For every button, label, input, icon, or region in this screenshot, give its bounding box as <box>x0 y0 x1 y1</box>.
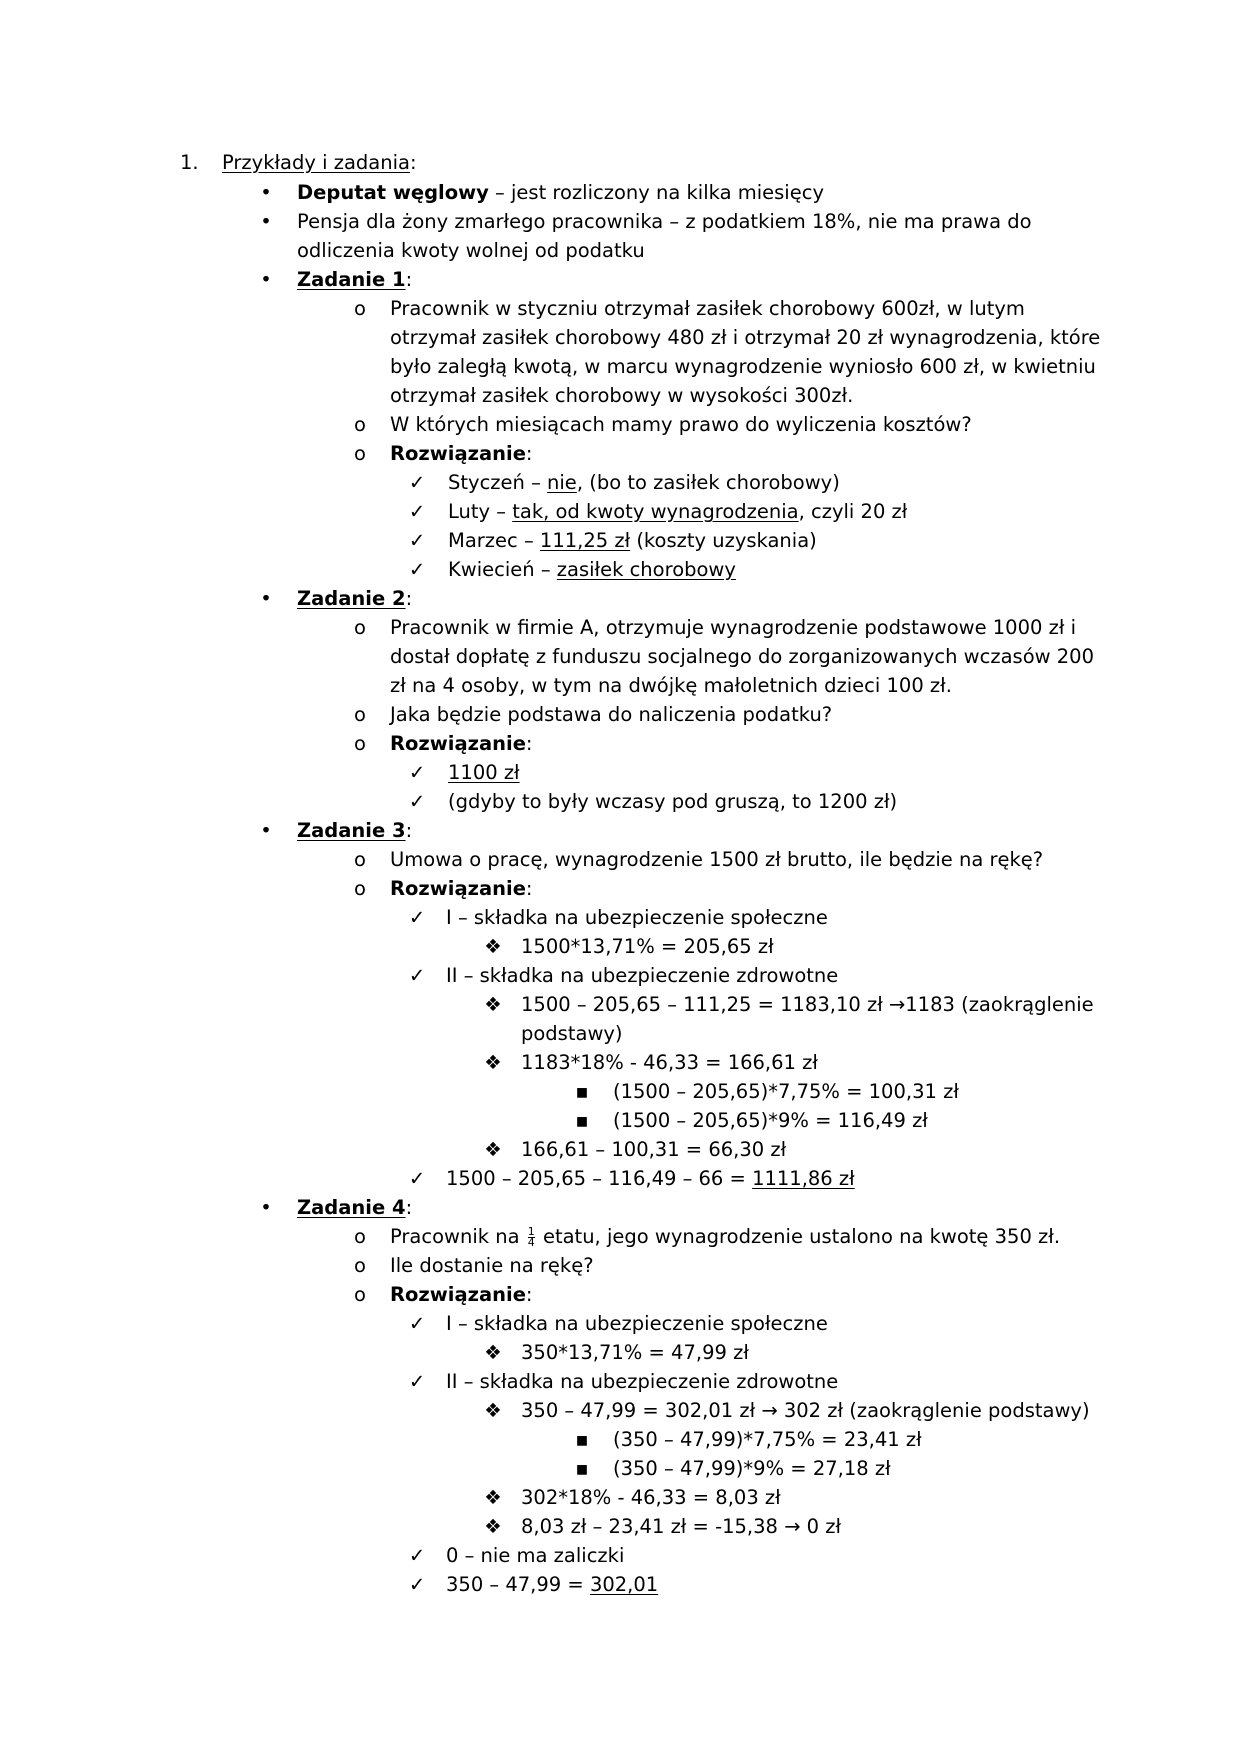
circle-bullet-icon: o <box>354 413 366 436</box>
calc-result: 350 – 47,99 = 302,01 <box>446 1573 659 1596</box>
calc-step: 302*18% - 46,33 = 8,03 zł <box>521 1486 781 1509</box>
calc-step: I – składka na ubezpieczenie społeczne <box>446 906 828 929</box>
calc-step: 0 – nie ma zaliczki <box>446 1544 625 1567</box>
calc-step: 350 – 47,99 = 302,01 zł → 302 zł (zaokrąglenie podstawy) <box>521 1399 1090 1422</box>
task-question: Ile dostanie na rękę? <box>390 1254 594 1277</box>
intro-item: Deputat węglowy – jest rozliczony na kilka miesięcy <box>297 181 824 204</box>
diamond-bullet-icon: ❖ <box>484 1138 502 1161</box>
task-heading: Zadanie 2: <box>297 587 413 610</box>
circle-bullet-icon: o <box>354 1225 366 1248</box>
checkmark-icon: ✓ <box>408 471 426 494</box>
solution-label: Rozwiązanie: <box>390 1283 533 1306</box>
answer-item: Kwiecień – zasiłek chorobowy <box>448 558 736 581</box>
bullet-icon: • <box>260 587 272 610</box>
calc-step: (1500 – 205,65)*9% = 116,49 zł <box>613 1109 928 1132</box>
checkmark-icon: ✓ <box>408 906 426 929</box>
square-bullet-icon: ▪ <box>575 1109 589 1132</box>
task-text: było zaległą kwotą, w marcu wynagrodzenie wyniosło 600 zł, w kwietniu <box>390 355 1096 378</box>
task-question: Jaka będzie podstawa do naliczenia podatku? <box>390 703 833 726</box>
task-text: dostał dopłatę z funduszu socjalnego do zorganizowanych wczasów 200 <box>390 645 1094 668</box>
answer-item: Styczeń – nie, (bo to zasiłek chorobowy) <box>448 471 840 494</box>
checkmark-icon: ✓ <box>408 1573 426 1596</box>
fraction: $\frac{1}{4}$ <box>527 1225 535 1249</box>
diamond-bullet-icon: ❖ <box>484 1486 502 1509</box>
checkmark-icon: ✓ <box>408 529 426 552</box>
calc-step: II – składka na ubezpieczenie zdrowotne <box>446 1370 839 1393</box>
checkmark-icon: ✓ <box>408 558 426 581</box>
bullet-icon: • <box>260 819 272 842</box>
calc-result: 1500 – 205,65 – 116,49 – 66 = 1111,86 zł <box>446 1167 855 1190</box>
square-bullet-icon: ▪ <box>575 1457 589 1480</box>
calc-step: 1500*13,71% = 205,65 zł <box>521 935 774 958</box>
circle-bullet-icon: o <box>354 1254 366 1277</box>
checkmark-icon: ✓ <box>408 1167 426 1190</box>
section-title: Przykłady i zadania: <box>222 151 417 174</box>
calc-step: II – składka na ubezpieczenie zdrowotne <box>446 964 839 987</box>
bullet-icon: • <box>260 268 272 291</box>
circle-bullet-icon: o <box>354 1283 366 1306</box>
calc-step: 350*13,71% = 47,99 zł <box>521 1341 749 1364</box>
answer-item: (gdyby to były wczasy pod gruszą, to 1200 zł) <box>448 790 898 813</box>
checkmark-icon: ✓ <box>408 790 426 813</box>
solution-label: Rozwiązanie: <box>390 732 533 755</box>
circle-bullet-icon: o <box>354 848 366 871</box>
calc-step-cont: podstawy) <box>521 1022 623 1045</box>
calc-step: (350 – 47,99)*7,75% = 23,41 zł <box>613 1428 922 1451</box>
checkmark-icon: ✓ <box>408 964 426 987</box>
task-text: Pracownik w firmie A, otrzymuje wynagrodzenie podstawowe 1000 zł i <box>390 616 1076 639</box>
intro-item: Pensja dla żony zmarłego pracownika – z podatkiem 18%, nie ma prawa do <box>297 210 1032 233</box>
checkmark-icon: ✓ <box>408 500 426 523</box>
task-heading: Zadanie 1: <box>297 268 413 291</box>
section-title-text: Przykłady i zadania <box>222 151 410 174</box>
task-text: zł na 4 osoby, w tym na dwójkę małoletnich dzieci 100 zł. <box>390 674 952 697</box>
task-question: Umowa o pracę, wynagrodzenie 1500 zł brutto, ile będzie na rękę? <box>390 848 1044 871</box>
task-text: otrzymał zasiłek chorobowy w wysokości 300zł. <box>390 384 854 407</box>
checkmark-icon: ✓ <box>408 1312 426 1335</box>
circle-bullet-icon: o <box>354 732 366 755</box>
section-number: 1. <box>180 151 199 174</box>
task-text: Pracownik w styczniu otrzymał zasiłek chorobowy 600zł, w lutym <box>390 297 1025 320</box>
answer-item: Luty – tak, od kwoty wynagrodzenia, czyli 20 zł <box>448 500 908 523</box>
task-heading: Zadanie 3: <box>297 819 413 842</box>
square-bullet-icon: ▪ <box>575 1080 589 1103</box>
calc-step: (1500 – 205,65)*7,75% = 100,31 zł <box>613 1080 959 1103</box>
diamond-bullet-icon: ❖ <box>484 993 502 1016</box>
checkmark-icon: ✓ <box>408 761 426 784</box>
bullet-icon: • <box>260 210 272 233</box>
bullet-icon: • <box>260 181 272 204</box>
task-question: W których miesiącach mamy prawo do wyliczenia kosztów? <box>390 413 972 436</box>
calc-step: 8,03 zł – 23,41 zł = -15,38 → 0 zł <box>521 1515 842 1538</box>
circle-bullet-icon: o <box>354 703 366 726</box>
solution-label: Rozwiązanie: <box>390 877 533 900</box>
calc-step: 1183*18% - 46,33 = 166,61 zł <box>521 1051 818 1074</box>
circle-bullet-icon: o <box>354 877 366 900</box>
checkmark-icon: ✓ <box>408 1370 426 1393</box>
diamond-bullet-icon: ❖ <box>484 935 502 958</box>
diamond-bullet-icon: ❖ <box>484 1515 502 1538</box>
diamond-bullet-icon: ❖ <box>484 1051 502 1074</box>
circle-bullet-icon: o <box>354 616 366 639</box>
calc-step: (350 – 47,99)*9% = 27,18 zł <box>613 1457 891 1480</box>
intro-item-cont: odliczenia kwoty wolnej od podatku <box>297 239 645 262</box>
answer-item: 1100 zł <box>448 761 520 784</box>
diamond-bullet-icon: ❖ <box>484 1399 502 1422</box>
circle-bullet-icon: o <box>354 442 366 465</box>
answer-item: Marzec – 111,25 zł (koszty uzyskania) <box>448 529 817 552</box>
diamond-bullet-icon: ❖ <box>484 1341 502 1364</box>
solution-label: Rozwiązanie: <box>390 442 533 465</box>
task-heading: Zadanie 4: <box>297 1196 413 1219</box>
bullet-icon: • <box>260 1196 272 1219</box>
task-text: otrzymał zasiłek chorobowy 480 zł i otrzymał 20 zł wynagrodzenia, które <box>390 326 1101 349</box>
calc-step: 1500 – 205,65 – 111,25 = 1183,10 zł →1183 (zaokrąglenie <box>521 993 1094 1016</box>
calc-step: 166,61 – 100,31 = 66,30 zł <box>521 1138 787 1161</box>
task-text: Pracownik na $\frac{1}{4}$ etatu, jego wynagrodzenie ustalono na kwotę 350 zł. <box>390 1225 1061 1249</box>
checkmark-icon: ✓ <box>408 1544 426 1567</box>
circle-bullet-icon: o <box>354 297 366 320</box>
calc-step: I – składka na ubezpieczenie społeczne <box>446 1312 828 1335</box>
square-bullet-icon: ▪ <box>575 1428 589 1451</box>
